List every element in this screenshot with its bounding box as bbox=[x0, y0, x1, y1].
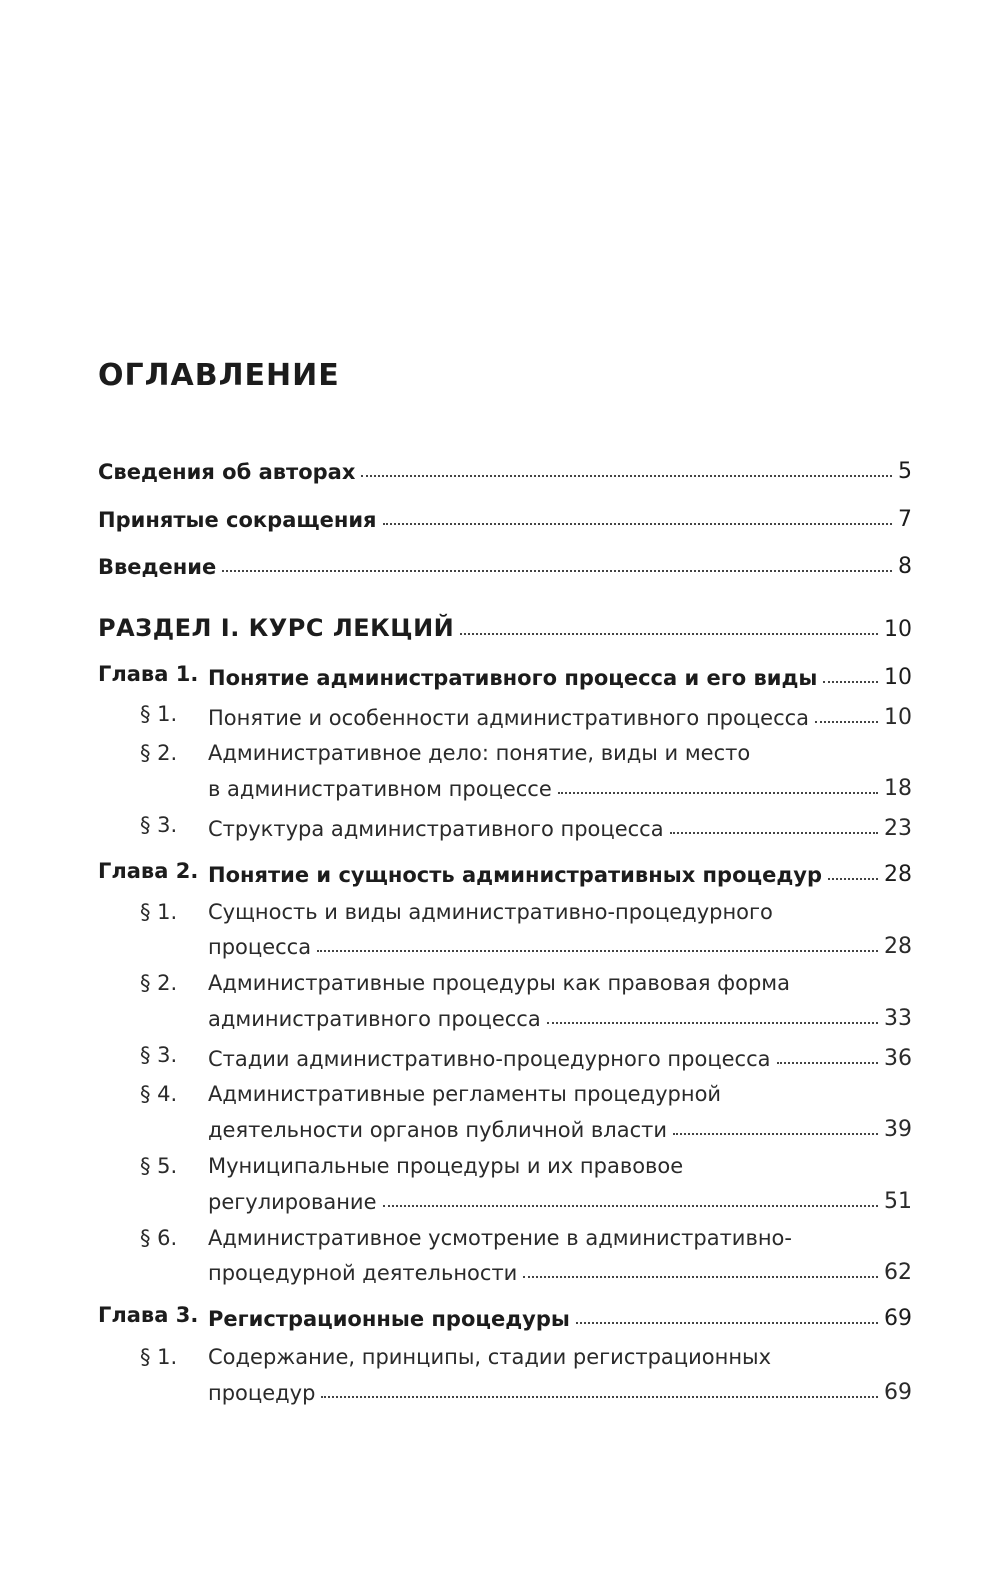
dot-leader bbox=[317, 950, 878, 952]
section-label: § 6. bbox=[140, 1226, 178, 1250]
entry-title: процедурной деятельности bbox=[208, 1261, 518, 1285]
dot-leader bbox=[523, 1276, 878, 1278]
entry-title: Понятие и особенности административного процесса bbox=[208, 706, 810, 730]
dot-leader bbox=[222, 570, 892, 572]
entry-page: 62 bbox=[884, 1260, 912, 1285]
dot-leader bbox=[673, 1133, 878, 1135]
section-label: § 2. bbox=[140, 971, 178, 995]
toc-entry-section[interactable] bbox=[208, 1182, 912, 1214]
dot-leader bbox=[815, 721, 878, 723]
entry-title-line: Муниципальные процедуры и их правовое bbox=[208, 1154, 684, 1178]
dot-leader bbox=[670, 832, 878, 834]
entry-title: Понятие административного процесса и его виды bbox=[208, 666, 818, 690]
entry-page: 5 bbox=[898, 459, 912, 484]
section-label: § 1. bbox=[140, 1345, 178, 1369]
entry-page: 69 bbox=[884, 1380, 912, 1405]
entry-title-line: Административное дело: понятие, виды и место bbox=[208, 741, 751, 765]
dot-leader bbox=[361, 475, 892, 477]
entry-page: 36 bbox=[884, 1046, 912, 1071]
entry-title: Структура административного процесса bbox=[208, 817, 664, 841]
dot-leader bbox=[547, 1022, 878, 1024]
entry-title: Введение bbox=[98, 555, 217, 579]
dot-leader bbox=[460, 633, 878, 635]
toc-entry-section[interactable] bbox=[208, 698, 912, 730]
toc-entry-chapter-1[interactable] bbox=[208, 658, 912, 690]
toc-entry-section[interactable] bbox=[208, 1373, 912, 1405]
entry-page: 28 bbox=[884, 934, 912, 959]
toc-entry-introduction[interactable] bbox=[98, 547, 912, 579]
entry-title-line: Административные регламенты процедурной bbox=[208, 1082, 722, 1106]
entry-page: 33 bbox=[884, 1006, 912, 1031]
entry-page: 51 bbox=[884, 1189, 912, 1214]
entry-page: 8 bbox=[898, 554, 912, 579]
entry-page: 10 bbox=[884, 617, 912, 642]
dot-leader bbox=[383, 523, 892, 525]
toc-entry-authors[interactable] bbox=[98, 452, 912, 484]
section-label: § 5. bbox=[140, 1154, 178, 1178]
entry-title: РАЗДЕЛ I. КУРС ЛЕКЦИЙ bbox=[98, 614, 455, 642]
entry-title: процедур bbox=[208, 1381, 316, 1405]
section-label: § 1. bbox=[140, 702, 178, 726]
chapter-label: Глава 1. bbox=[98, 662, 199, 686]
dot-leader bbox=[576, 1322, 878, 1324]
dot-leader bbox=[321, 1396, 878, 1398]
toc-entry-chapter-2[interactable] bbox=[208, 855, 912, 887]
entry-page: 39 bbox=[884, 1117, 912, 1142]
dot-leader bbox=[823, 681, 878, 683]
entry-title: Понятие и сущность административных процедур bbox=[208, 863, 823, 887]
toc-entry-section[interactable] bbox=[208, 769, 912, 801]
section-label: § 1. bbox=[140, 900, 178, 924]
toc-heading: ОГЛАВЛЕНИЕ bbox=[98, 358, 340, 393]
toc-entry-section[interactable] bbox=[208, 1110, 912, 1142]
entry-title: административного процесса bbox=[208, 1007, 541, 1031]
chapter-label: Глава 3. bbox=[98, 1303, 199, 1327]
toc-entry-section[interactable] bbox=[208, 1039, 912, 1071]
dot-leader bbox=[777, 1062, 878, 1064]
entry-title: Принятые сокращения bbox=[98, 508, 377, 532]
entry-title: Регистрационные процедуры bbox=[208, 1307, 570, 1331]
entry-page: 7 bbox=[898, 507, 912, 532]
entry-title: Стадии административно-процедурного процесса bbox=[208, 1047, 771, 1071]
toc-entry-section[interactable] bbox=[208, 927, 912, 959]
toc-entry-abbreviations[interactable] bbox=[98, 500, 912, 532]
section-label: § 3. bbox=[140, 1043, 178, 1067]
entry-page: 28 bbox=[884, 862, 912, 887]
toc-entry-chapter-3[interactable] bbox=[208, 1299, 912, 1331]
entry-title: регулирование bbox=[208, 1190, 377, 1214]
entry-title: процесса bbox=[208, 935, 312, 959]
entry-title: в административном процессе bbox=[208, 777, 552, 801]
entry-page: 23 bbox=[884, 816, 912, 841]
dot-leader bbox=[558, 792, 878, 794]
entry-title-line: Административные процедуры как правовая форма bbox=[208, 971, 791, 995]
chapter-label: Глава 2. bbox=[98, 859, 199, 883]
dot-leader bbox=[828, 878, 878, 880]
entry-page: 10 bbox=[884, 665, 912, 690]
toc-entry-part-1[interactable] bbox=[98, 610, 912, 642]
toc-entry-section[interactable] bbox=[208, 1253, 912, 1285]
entry-title-line: Административное усмотрение в административно- bbox=[208, 1226, 792, 1250]
entry-page: 10 bbox=[884, 705, 912, 730]
entry-title-line: Содержание, принципы, стадии регистрационных bbox=[208, 1345, 772, 1369]
section-label: § 3. bbox=[140, 813, 178, 837]
entry-title-line: Сущность и виды административно-процедурного bbox=[208, 900, 773, 924]
dot-leader bbox=[383, 1205, 878, 1207]
section-label: § 2. bbox=[140, 741, 178, 765]
toc-entry-section[interactable] bbox=[208, 809, 912, 841]
entry-title: Сведения об авторах bbox=[98, 460, 356, 484]
entry-title: деятельности органов публичной власти bbox=[208, 1118, 667, 1142]
toc-entry-section[interactable] bbox=[208, 999, 912, 1031]
section-label: § 4. bbox=[140, 1082, 178, 1106]
entry-page: 18 bbox=[884, 776, 912, 801]
entry-page: 69 bbox=[884, 1306, 912, 1331]
